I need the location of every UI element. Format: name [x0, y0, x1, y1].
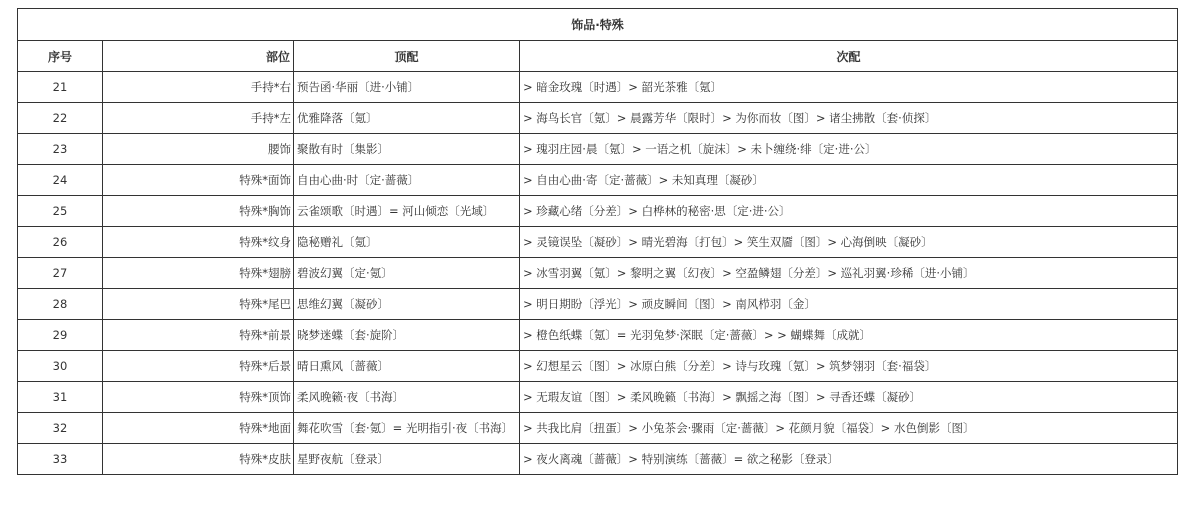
table-row — [18, 103, 1178, 134]
row-sub-config: > 明日期盼〔浮光〕> 顽皮瞬间〔图〕> 南风栉羽〔金〕 — [520, 289, 1178, 320]
row-sub-config: > 无瑕友谊〔图〕> 柔风晚籁〔书海〕> 飘摇之海〔图〕> 寻香还蝶〔凝砂〕 — [520, 382, 1178, 413]
row-part: 特殊*前景 — [103, 320, 294, 351]
table-body — [18, 72, 1178, 475]
row-part: 特殊*皮肤 — [103, 444, 294, 475]
row-part: 特殊*面饰 — [103, 165, 294, 196]
table-title: 饰品·特殊 — [18, 9, 1178, 41]
row-part: 特殊*翅膀 — [103, 258, 294, 289]
row-top-config: 舞花吹雪〔套·氪〕= 光明指引·夜〔书海〕 — [294, 413, 520, 444]
row-top-config: 碧波幻翼〔定·氪〕 — [294, 258, 520, 289]
table-row — [18, 258, 1178, 289]
row-sub-config: > 幻想星云〔图〕> 冰原白熊〔分差〕> 诗与玫瑰〔氪〕> 筑梦翎羽〔套·福袋〕 — [520, 351, 1178, 382]
row-part: 腰饰 — [103, 134, 294, 165]
row-number: 22 — [18, 103, 103, 134]
header-part: 部位 — [103, 41, 294, 72]
row-top-config: 思维幻翼〔凝砂〕 — [294, 289, 520, 320]
row-top-config: 自由心曲·时〔定·蔷薇〕 — [294, 165, 520, 196]
table-row — [18, 72, 1178, 103]
row-number: 31 — [18, 382, 103, 413]
row-top-config: 云雀颂歌〔时遇〕= 河山倾恋〔光域〕 — [294, 196, 520, 227]
table-row — [18, 444, 1178, 475]
table-row — [18, 289, 1178, 320]
header-no: 序号 — [18, 41, 103, 72]
header-top: 顶配 — [294, 41, 520, 72]
accessory-table — [17, 8, 1178, 475]
row-part: 特殊*胸饰 — [103, 196, 294, 227]
row-number: 26 — [18, 227, 103, 258]
row-sub-config: > 橙色纸蝶〔氪〕= 光羽兔梦·深眠〔定·蔷薇〕> > 蝴蝶舞〔成就〕 — [520, 320, 1178, 351]
table-row — [18, 382, 1178, 413]
row-top-config: 星野夜航〔登录〕 — [294, 444, 520, 475]
row-number: 21 — [18, 72, 103, 103]
row-sub-config: > 夜火离魂〔蔷薇〕> 特别演练〔蔷薇〕= 欲之秘影〔登录〕 — [520, 444, 1178, 475]
row-top-config: 隐秘赠礼〔氪〕 — [294, 227, 520, 258]
row-number: 25 — [18, 196, 103, 227]
row-part: 特殊*纹身 — [103, 227, 294, 258]
row-part: 手持*右 — [103, 72, 294, 103]
row-top-config: 柔风晚籁·夜〔书海〕 — [294, 382, 520, 413]
row-sub-config: > 瑰羽庄园·晨〔氪〕> 一语之机〔旋沫〕> 未卜缠绕·绯〔定·进·公〕 — [520, 134, 1178, 165]
table-row — [18, 196, 1178, 227]
table-header-row — [18, 41, 1178, 72]
row-sub-config: > 珍藏心绪〔分差〕> 白桦林的秘密·思〔定·进·公〕 — [520, 196, 1178, 227]
row-part: 手持*左 — [103, 103, 294, 134]
table-row — [18, 165, 1178, 196]
row-part: 特殊*顶饰 — [103, 382, 294, 413]
row-sub-config: > 海鸟长官〔氪〕> 晨露芳华〔限时〕> 为你而妆〔图〕> 诸尘拂散〔套·侦探〕 — [520, 103, 1178, 134]
row-top-config: 晓梦迷蝶〔套·旋阶〕 — [294, 320, 520, 351]
row-number: 32 — [18, 413, 103, 444]
row-part: 特殊*尾巴 — [103, 289, 294, 320]
row-sub-config: > 灵镜误坠〔凝砂〕> 晴光碧海〔打包〕> 笑生双靥〔图〕> 心海倒映〔凝砂〕 — [520, 227, 1178, 258]
row-sub-config: > 暗金玫瑰〔时遇〕> 韶光茶雅〔氪〕 — [520, 72, 1178, 103]
row-part: 特殊*地面 — [103, 413, 294, 444]
table-row — [18, 413, 1178, 444]
row-top-config: 聚散有时〔集影〕 — [294, 134, 520, 165]
table-row — [18, 320, 1178, 351]
row-number: 28 — [18, 289, 103, 320]
row-number: 30 — [18, 351, 103, 382]
table-title-row — [18, 9, 1178, 41]
header-sub: 次配 — [520, 41, 1178, 72]
row-number: 33 — [18, 444, 103, 475]
row-top-config: 预告函·华丽〔进·小铺〕 — [294, 72, 520, 103]
table-row — [18, 351, 1178, 382]
row-number: 29 — [18, 320, 103, 351]
row-number: 23 — [18, 134, 103, 165]
row-sub-config: > 共我比肩〔扭蛋〕> 小兔茶会·骤雨〔定·蔷薇〕> 花颜月貌〔福袋〕> 水色倒影〔图〕 — [520, 413, 1178, 444]
row-top-config: 晴日熏风〔蔷薇〕 — [294, 351, 520, 382]
row-part: 特殊*后景 — [103, 351, 294, 382]
row-number: 27 — [18, 258, 103, 289]
row-number: 24 — [18, 165, 103, 196]
row-sub-config: > 自由心曲·寄〔定·蔷薇〕> 未知真理〔凝砂〕 — [520, 165, 1178, 196]
table-row — [18, 227, 1178, 258]
row-sub-config: > 冰雪羽翼〔氪〕> 黎明之翼〔幻夜〕> 空盈鳞翅〔分差〕> 巡礼羽翼·珍稀〔进·小铺〕 — [520, 258, 1178, 289]
row-top-config: 优雅降落〔氪〕 — [294, 103, 520, 134]
table-row — [18, 134, 1178, 165]
